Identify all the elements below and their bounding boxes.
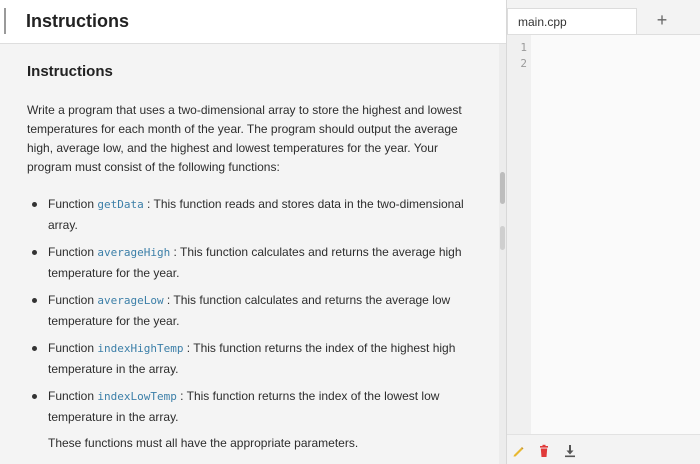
function-description: : This function returns the index of the highest high temperature in the array. xyxy=(48,341,456,376)
editor-pane xyxy=(506,0,700,464)
function-description: : This function reads and stores data in the two-dimensional array. xyxy=(48,197,464,232)
function-name-code: indexLowTemp xyxy=(97,390,177,403)
scrollbar-track[interactable] xyxy=(499,44,506,464)
header-accent-bar xyxy=(4,8,6,34)
list-item xyxy=(30,386,480,428)
download-icon[interactable] xyxy=(563,444,577,458)
editor-tab-bar xyxy=(507,0,700,36)
file-tab-main-cpp[interactable]: main.cpp xyxy=(507,8,637,34)
add-file-button[interactable]: + xyxy=(656,10,668,30)
code-editor[interactable] xyxy=(507,34,700,434)
line-number: 2 xyxy=(520,57,527,70)
header-title: Instructions xyxy=(26,11,130,31)
bullet-icon xyxy=(32,346,37,351)
function-name-code: averageLow xyxy=(97,294,164,307)
function-prefix: Function xyxy=(48,245,98,259)
scrollbar-thumb-secondary[interactable] xyxy=(500,226,505,250)
function-name-code: averageHigh xyxy=(97,246,171,259)
bullet-icon xyxy=(32,298,37,303)
instructions-header xyxy=(0,0,506,44)
section-title: Instructions xyxy=(27,63,113,80)
function-prefix: Function xyxy=(48,293,98,307)
function-description: : This function returns the index of the lowest low temperature in the array. xyxy=(48,389,440,424)
list-item xyxy=(30,194,480,236)
list-item xyxy=(30,242,480,284)
scrollbar-thumb[interactable] xyxy=(500,172,505,204)
editor-toolbar xyxy=(507,434,700,464)
pencil-icon[interactable] xyxy=(511,444,525,458)
function-prefix: Function xyxy=(48,197,98,211)
function-name-code: getData xyxy=(97,198,144,211)
bullet-icon xyxy=(32,394,37,399)
function-prefix: Function xyxy=(48,389,98,403)
function-name-code: indexHighTemp xyxy=(97,342,184,355)
list-item xyxy=(30,338,480,380)
final-note: These functions must all have the appropriate parameters. xyxy=(48,436,359,450)
trash-icon[interactable] xyxy=(537,444,551,458)
line-number: 1 xyxy=(520,41,527,54)
function-prefix: Function xyxy=(48,341,98,355)
bullet-icon xyxy=(32,202,37,207)
function-description: : This function calculates and returns the average low temperature for the year. xyxy=(48,293,451,328)
intro-paragraph: Write a program that uses a two-dimensional array to store the highest and lowest temperatures for each month of the year. The program should output the average high, average low, and the highest and lowest temperatures for the year. Your program must consist of the following functions: xyxy=(27,103,462,174)
function-list xyxy=(30,194,480,434)
line-number-gutter xyxy=(507,35,531,435)
function-description: : This function calculates and returns the average high temperature for the year. xyxy=(48,245,462,280)
instructions-content xyxy=(0,44,500,464)
list-item xyxy=(30,290,480,332)
bullet-icon xyxy=(32,250,37,255)
